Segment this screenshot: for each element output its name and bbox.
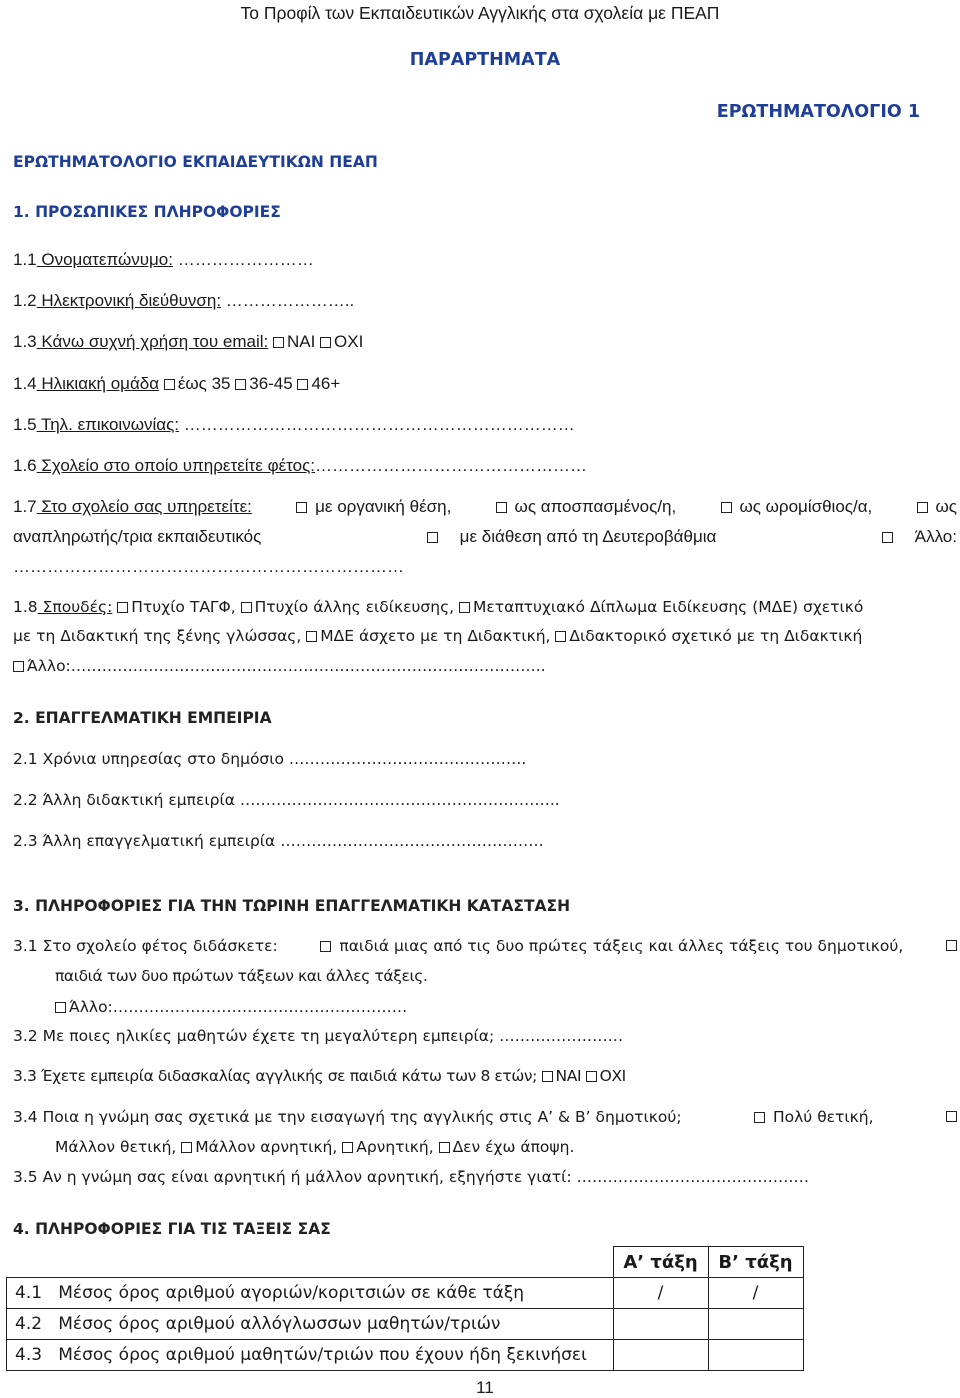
question-1-7-line2 (13, 527, 957, 547)
question-number: 1.6 (13, 456, 37, 475)
age-46-plus-checkbox[interactable] (297, 379, 308, 390)
question-number: 1.2 (13, 291, 37, 310)
question-1-1 (13, 250, 314, 270)
relevant-masters-checkbox[interactable] (459, 602, 470, 613)
section2-heading: 2. ΕΠΑΓΓΕΛΜΑΤΙΚΗ ΕΜΠΕΙΡΙΑ (13, 709, 272, 727)
cell-a[interactable]: / (613, 1278, 708, 1309)
name-label: Ονοματεπώνυμο: (36, 250, 173, 269)
question-1-8-line3 (13, 657, 546, 675)
questionnaire-title: ΕΡΩΤΗΜΑΤΟΛΟΓΙΟ 1 (716, 102, 920, 122)
question-3-3 (13, 1067, 626, 1085)
studies-label: Σπουδές: (37, 598, 113, 616)
secondary-assignment-label: με διάθεση από τη Δευτεροβάθμια (459, 527, 717, 546)
tagf-degree-checkbox[interactable] (117, 602, 128, 613)
other-teaching-label: Άλλο: (69, 998, 113, 1016)
no-checkbox[interactable] (586, 1071, 597, 1082)
rather-positive-checkbox[interactable] (946, 1111, 957, 1122)
other-studies-field[interactable]: ……………………………………………………………………………….. (70, 657, 546, 675)
question-1-6 (13, 456, 587, 476)
age-under-35-label: έως 35 (177, 374, 231, 393)
other-teaching-checkbox[interactable] (55, 1002, 66, 1013)
question-1-4 (13, 374, 340, 394)
tagf-degree-label: Πτυχίο ΤΑΓΦ, (131, 598, 236, 616)
no-opinion-checkbox[interactable] (439, 1142, 450, 1153)
school-label: Σχολείο στο οποίο υπηρετείτε φέτος: (36, 456, 316, 475)
other-position-checkbox[interactable] (882, 532, 893, 543)
table-row (7, 1340, 804, 1371)
question-number: 3.1 (13, 937, 38, 955)
questionnaire-name: ΕΡΩΤΗΜΑΤΟΛΟΓΙΟ ΕΚΠΑΙΔΕΥΤΙΚΩΝ ΠΕΑΠ (13, 153, 378, 171)
cell-b[interactable] (708, 1309, 803, 1340)
substitute-label-end: αναπληρωτής/τρια εκπαιδευτικός (13, 527, 262, 546)
seconded-label: ως αποσπασμένος/η, (514, 497, 677, 516)
question-2-1[interactable]: 2.1 Χρόνια υπηρεσίας στο δημόσιο ………………………………………. (13, 750, 527, 768)
email-field[interactable]: ………………….. (221, 291, 355, 310)
question-number: 1.7 (13, 497, 37, 516)
question-number: 1.4 (13, 374, 37, 393)
question-3-2[interactable]: 3.2 Με ποιες ηλικίες μαθητών έχετε τη μεγαλύτερη εμπειρία; …………………… (13, 1027, 624, 1045)
opinion-label: 3.4 Ποια η γνώμη σας σχετικά με την εισαγωγή της αγγλικής στις Α’ & Β’ δημοτικού; (13, 1108, 682, 1126)
other-degree-checkbox[interactable] (241, 602, 252, 613)
school-field[interactable]: ………………………………………… (315, 456, 588, 475)
question-1-5 (13, 415, 575, 435)
question-1-2 (13, 291, 354, 311)
table-row (7, 1309, 804, 1340)
hourly-paid-checkbox[interactable] (721, 502, 732, 513)
relevant-masters-label-end: με τη Διδακτική της ξένης γλώσσας, (13, 627, 302, 645)
question-number: 1.1 (13, 250, 37, 269)
mixed-grades-label: παιδιά μιας από τις δυο πρώτες τάξεις και άλλες τάξεις του δημοτικού, (339, 937, 904, 955)
age-36-45-checkbox[interactable] (235, 379, 246, 390)
email-usage-label: Κάνω συχνή χρήση του email: (36, 332, 269, 351)
no-label: ΟΧΙ (334, 332, 364, 351)
table-header-row (7, 1247, 804, 1278)
cell-b[interactable]: / (708, 1278, 803, 1309)
question-3-1-line3 (55, 998, 407, 1016)
email-label: Ηλεκτρονική διεύθυνση: (36, 291, 222, 310)
age-group-label: Ηλικιακή ομάδα (36, 374, 160, 393)
table-row (7, 1278, 804, 1309)
both-first-grades-label: παιδιά των δυο πρώτων τάξεων και άλλες τάξεις. (55, 967, 428, 985)
section1-heading: 1. ΠΡΟΣΩΠΙΚΕΣ ΠΛΗΡΟΦΟΡΙΕΣ (13, 203, 281, 221)
secondary-assignment-checkbox[interactable] (427, 532, 438, 543)
name-field[interactable]: …………………… (173, 250, 314, 269)
other-degree-label: Πτυχίο άλλης ειδίκευσης, (254, 598, 455, 616)
col-b-header: Β’ τάξη (708, 1247, 803, 1278)
row-label: 4.1 Μέσος όρος αριθμού αγοριών/κοριτσιών σε κάθε τάξη (7, 1278, 614, 1309)
rather-positive-label: Μάλλον θετική, (55, 1138, 177, 1156)
very-positive-label: Πολύ θετική, (772, 1108, 874, 1126)
unrelated-masters-checkbox[interactable] (306, 631, 317, 642)
question-3-1-line1 (13, 937, 957, 955)
question-3-4-line2 (55, 1138, 574, 1156)
age-under-35-checkbox[interactable] (164, 379, 175, 390)
question-number: 1.5 (13, 415, 37, 434)
negative-label: Αρνητική, (356, 1138, 434, 1156)
other-position-field[interactable]: …………………………………………………………… (13, 557, 404, 576)
permanent-post-label: με οργανική θέση, (315, 497, 452, 516)
question-2-2[interactable]: 2.2 Άλλη διδακτική εμπειρία …………………………………………………….. (13, 791, 560, 809)
yes-label: ΝΑΙ (286, 332, 316, 351)
seconded-checkbox[interactable] (496, 502, 507, 513)
cell-a[interactable] (613, 1340, 708, 1371)
classes-table (6, 1246, 804, 1371)
question-3-4-line1 (13, 1108, 957, 1126)
hourly-paid-label: ως ωρομίσθιος/α, (739, 497, 873, 516)
rather-negative-checkbox[interactable] (181, 1142, 192, 1153)
other-studies-label: Άλλο: (27, 657, 71, 675)
question-number: 1.3 (13, 332, 37, 351)
other-studies-checkbox[interactable] (13, 661, 24, 672)
question-1-8-line1 (13, 598, 863, 616)
section3-heading: 3. ΠΛΗΡΟΦΟΡΙΕΣ ΓΙΑ ΤΗΝ ΤΩΡΙΝΗ ΕΠΑΓΓΕΛΜΑΤΙΚΗ ΚΑΤΑΣΤΑΣΗ (13, 897, 571, 915)
question-1-7-line1 (13, 497, 957, 517)
rather-negative-label: Μάλλον αρνητική, (195, 1138, 338, 1156)
unrelated-masters-label: ΜΔΕ άσχετο με τη Διδακτική, (320, 627, 551, 645)
substitute-checkbox[interactable] (917, 502, 928, 513)
page-number: 11 (476, 1378, 494, 1397)
teaching-label: Στο σχολείο φέτος διδάσκετε: (42, 937, 278, 955)
running-header: Το Προφίλ των Εκπαιδευτικών Αγγλικής στα σχολεία με ΠΕΑΠ (240, 3, 720, 23)
age-46-plus-label: 46+ (311, 374, 341, 393)
phone-field[interactable]: …………………………………………………………… (179, 415, 575, 434)
mixed-grades-checkbox[interactable] (320, 941, 331, 952)
appendices-title: ΠΑΡΑΡΤΗΜΑΤΑ (409, 50, 561, 70)
negative-checkbox[interactable] (342, 1142, 353, 1153)
cell-a[interactable] (613, 1309, 708, 1340)
phd-label: Διδακτορικό σχετικό με τη Διδακτική (569, 627, 863, 645)
question-1-3 (13, 332, 363, 352)
very-positive-checkbox[interactable] (754, 1112, 765, 1123)
permanent-post-checkbox[interactable] (296, 502, 307, 513)
both-first-grades-checkbox[interactable] (946, 940, 957, 951)
yes-checkbox[interactable] (542, 1071, 553, 1082)
question-3-5[interactable]: 3.5 Αν η γνώμη σας είναι αρνητική ή μάλλον αρνητική, εξηγήστε γιατί: ……………………………………… (13, 1168, 810, 1186)
no-opinion-label: Δεν έχω άποψη. (452, 1138, 575, 1156)
row-label: 4.3 Μέσος όρος αριθμού μαθητών/τριών που έχουν ήδη ξεκινήσει (7, 1340, 614, 1371)
cell-b[interactable] (708, 1340, 803, 1371)
question-number: 1.8 (13, 598, 38, 616)
col-a-header: Α’ τάξη (613, 1247, 708, 1278)
young-learners-label: 3.3 Έχετε εμπειρία διδασκαλίας αγγλικής σε παιδιά κάτω των 8 ετών; (13, 1067, 538, 1085)
question-1-8-line2 (13, 627, 862, 645)
other-position-label: Άλλο: (914, 527, 957, 546)
age-36-45-label: 36-45 (249, 374, 293, 393)
substitute-label-start: ως (935, 497, 957, 516)
relevant-masters-label-start: Μεταπτυχιακό Δίπλωμα Ειδίκευσης (ΜΔΕ) σχετικό (473, 598, 864, 616)
phone-label: Τηλ. επικοινωνίας: (36, 415, 179, 434)
row-label: 4.2 Μέσος όρος αριθμού αλλόγλωσσων μαθητών/τριών (7, 1309, 614, 1340)
no-checkbox[interactable] (320, 337, 331, 348)
section4-heading: 4. ΠΛΗΡΟΦΟΡΙΕΣ ΓΙΑ ΤΙΣ ΤΑΞΕΙΣ ΣΑΣ (13, 1220, 331, 1238)
question-2-3[interactable]: 2.3 Άλλη επαγγελματική εμπειρία …………………………………………… (13, 832, 544, 850)
yes-label: ΝΑΙ (555, 1067, 582, 1085)
yes-checkbox[interactable] (273, 337, 284, 348)
phd-checkbox[interactable] (555, 631, 566, 642)
position-label: Στο σχολείο σας υπηρετείτε: (36, 497, 252, 516)
no-label: ΟΧΙ (599, 1067, 626, 1085)
other-teaching-field[interactable]: ………………………………………………… (112, 998, 408, 1016)
